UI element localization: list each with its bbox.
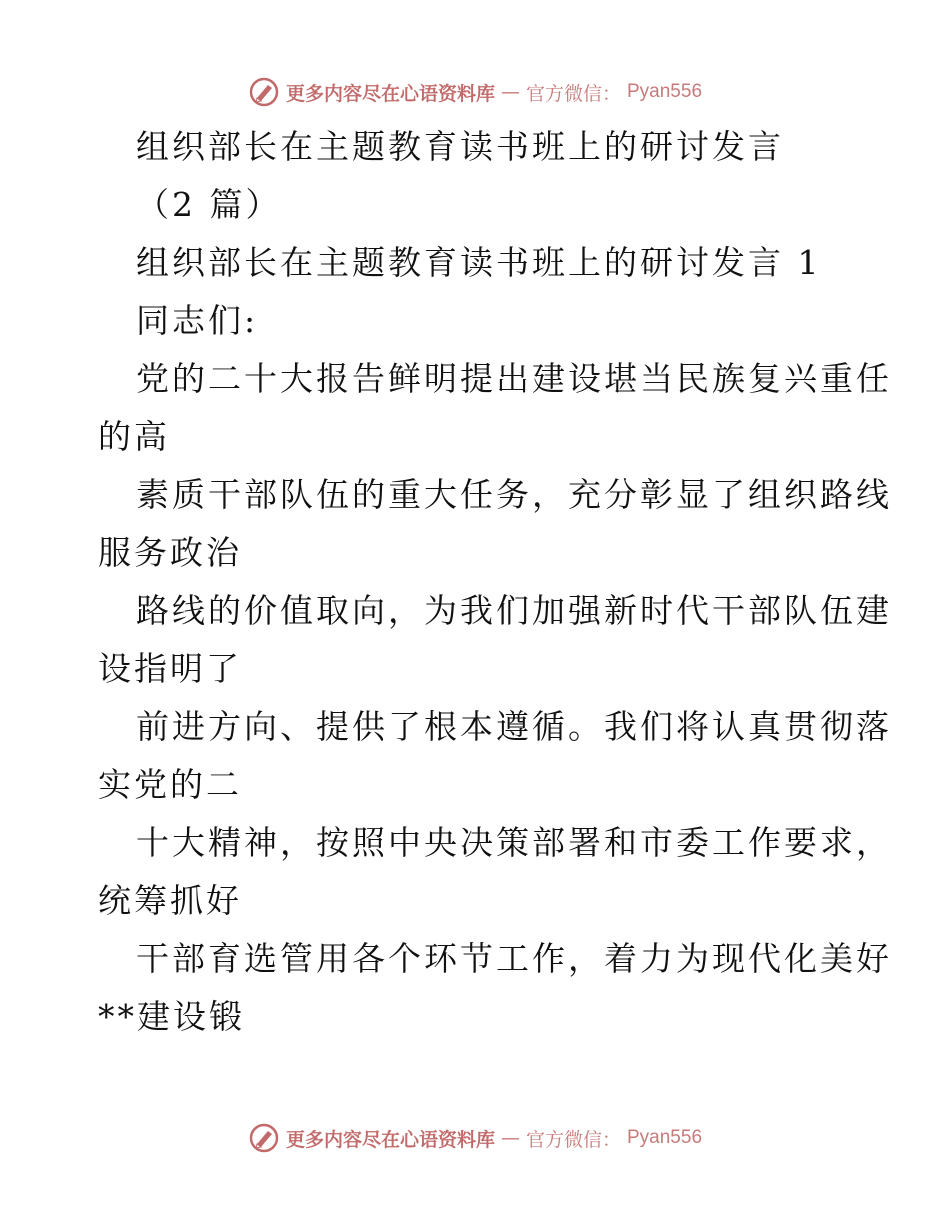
pen-seal-icon: [248, 1122, 280, 1154]
paragraph-line: 前进方向、提供了根本遵循。我们将认真贯彻落: [136, 707, 892, 746]
paragraph-line: 干部育选管用各个环节工作，着力为现代化美好: [136, 939, 892, 978]
watermark-separator: —: [500, 81, 520, 103]
paragraph-line: 路线的价值取向，为我们加强新时代干部队伍建: [136, 591, 892, 630]
paragraph-line: 十大精神，按照中央决策部署和市委工作要求，: [136, 823, 892, 862]
paragraph-line: **建设锻: [98, 997, 245, 1036]
watermark-official-label: 官方微信：: [525, 1128, 621, 1151]
watermark-official-label: 官方微信：: [525, 82, 621, 105]
watermark-handle: Pyan556: [627, 1127, 703, 1148]
paragraph-line: 素质干部队伍的重大任务，充分彰显了组织路线: [136, 475, 892, 514]
paragraph-line: 党的二十大报告鲜明提出建设堪当民族复兴重任: [136, 359, 892, 398]
document-title-line-1: 组织部长在主题教育读书班上的研讨发言: [136, 127, 784, 166]
paragraph-line: 设指明了: [98, 649, 242, 688]
pen-seal-icon: [248, 76, 280, 108]
header-watermark: [0, 72, 950, 112]
paragraph-line: 的高: [98, 417, 170, 456]
document-subtitle: 组织部长在主题教育读书班上的研讨发言 1: [136, 243, 822, 282]
paragraph-line: 实党的二: [98, 765, 242, 804]
watermark-handle: Pyan556: [627, 81, 703, 102]
document-greeting: 同志们:: [136, 301, 259, 340]
watermark-name: 更多内容尽在心语资料库: [285, 1128, 495, 1151]
footer-watermark: [0, 1118, 950, 1158]
paragraph-line: 统筹抓好: [98, 881, 242, 920]
watermark-name: 更多内容尽在心语资料库: [285, 82, 495, 105]
document-title-line-2: （2 篇）: [136, 185, 282, 224]
watermark-separator: —: [500, 1127, 520, 1149]
paragraph-line: 服务政治: [98, 533, 242, 572]
document-body: [98, 118, 892, 1046]
